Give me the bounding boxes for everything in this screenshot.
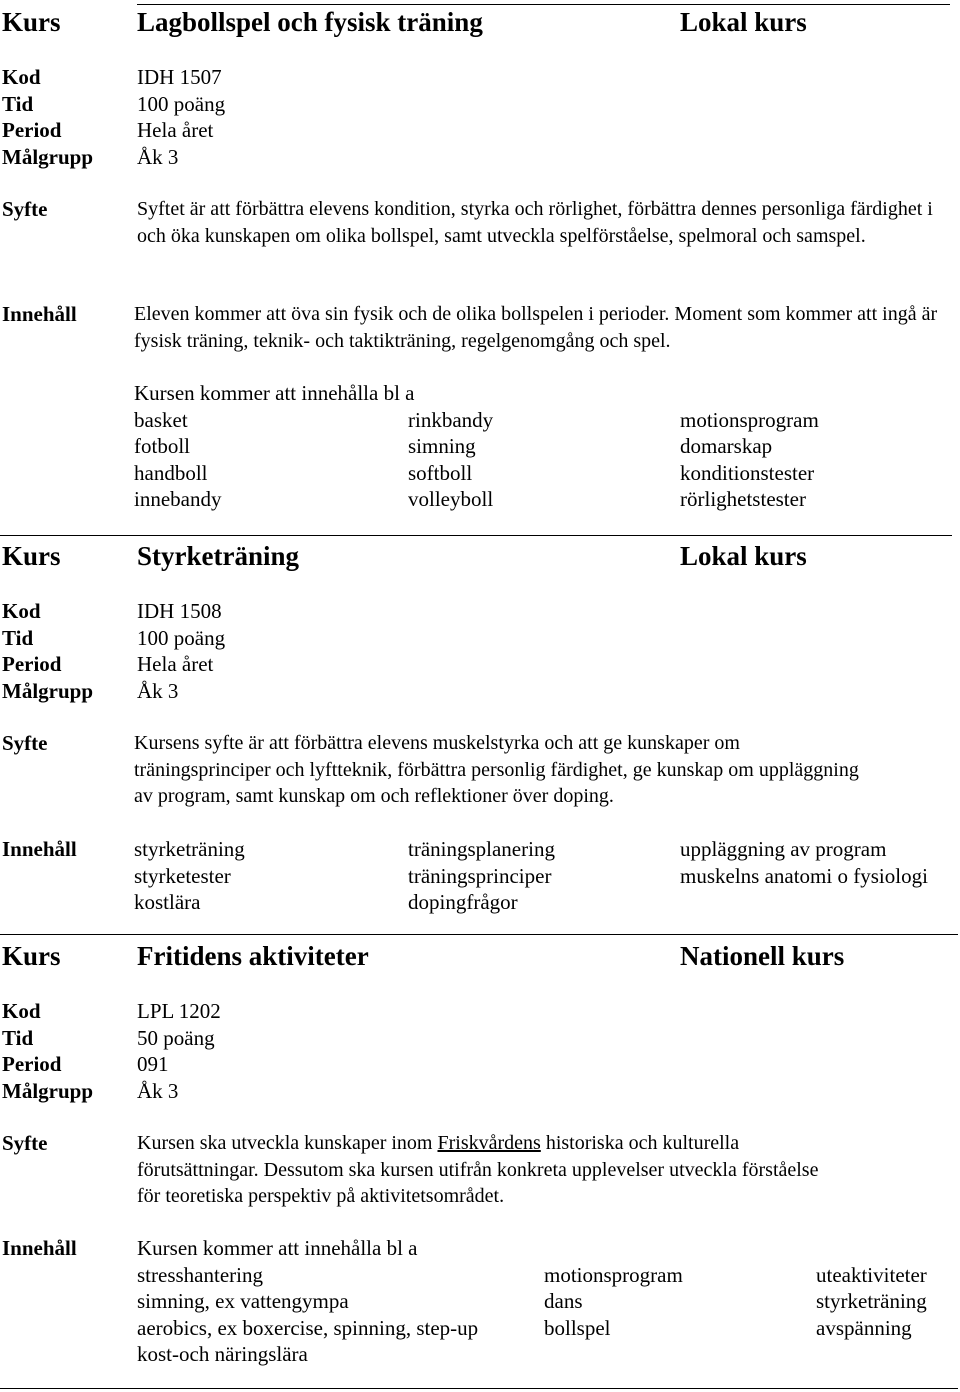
list-intro: Kursen kommer att innehålla bl a	[134, 381, 415, 405]
malgrupp-value: Åk 3	[137, 1078, 179, 1103]
kod-label: Kod	[2, 599, 41, 623]
list-item: träningsplanering	[408, 837, 555, 861]
kod-label: Kod	[2, 65, 41, 89]
malgrupp-label: Målgrupp	[2, 144, 94, 169]
malgrupp-label: Målgrupp	[2, 678, 94, 703]
tid-value: 100 poäng	[137, 625, 226, 650]
syfte-text	[137, 1130, 837, 1210]
list-item: styrketräning	[134, 837, 245, 861]
period-value: 091	[137, 1052, 169, 1076]
list-intro: Kursen kommer att innehålla bl a	[137, 1236, 418, 1260]
list-item: uppläggning av program	[680, 837, 887, 861]
course-heading-label: Kurs	[2, 7, 61, 37]
syfte-text: Syftet är att förbättra elevens kondition, styrka och rörlighet, förbättra dennes personliga färdighet i och öka kunskapen om olika bollspel, samt utveckla spelförståelse, spelmoral och samspel.	[137, 198, 933, 247]
list-item: styrketräning	[816, 1289, 927, 1313]
section-divider	[0, 934, 958, 935]
period-label: Period	[2, 652, 62, 676]
course-title: Fritidens aktiviteter	[137, 941, 369, 971]
innehall-label: Innehåll	[2, 302, 77, 326]
tid-value: 50 poäng	[137, 1025, 215, 1050]
syfte-text: Kursens syfte är att förbättra elevens muskelstyrka och att ge kunskaper om träningsprinciper och lyftteknik, förbättra personlig färdighet, ge kunskap om uppläggning av program, samt kunskap om och reflektioner över doping.	[134, 732, 859, 807]
list-item: rörlighetstester	[680, 487, 806, 511]
list-item: konditionstester	[680, 460, 815, 485]
list-item: bollspel	[544, 1315, 611, 1340]
kod-label: Kod	[2, 999, 41, 1023]
list-item: styrketester	[134, 863, 231, 888]
course-heading-label: Kurs	[2, 941, 61, 971]
tid-label: Tid	[2, 625, 34, 650]
list-item: simning	[408, 434, 476, 458]
kod-value: IDH 1507	[137, 65, 222, 89]
kod-value: IDH 1508	[137, 599, 222, 623]
list-item: träningsprinciper	[408, 863, 552, 888]
list-item: stresshantering	[137, 1262, 263, 1287]
course-title: Lagbollspel och fysisk träning	[137, 7, 483, 37]
list-item: muskelns anatomi o fysiologi	[680, 863, 928, 888]
course-heading-label: Kurs	[2, 541, 61, 571]
list-item: motionsprogram	[680, 407, 819, 432]
syfte-text-part: Kursen ska utveckla kunskaper inom	[137, 1132, 438, 1154]
course-title: Styrketräning	[137, 541, 299, 571]
friskvard-link[interactable]: Friskvårdens	[437, 1132, 541, 1154]
period-label: Period	[2, 118, 62, 142]
innehall-label: Innehåll	[2, 1236, 77, 1260]
list-item: motionsprogram	[544, 1262, 683, 1287]
list-item: uteaktiviteter	[816, 1262, 927, 1287]
syfte-text-part: historiska och kulturella förutsättningar. Dessutom ska kursen utifrån konkreta upplevelser utveckla förståelse för teoretiska perspektiv på aktivitetsområdet.	[137, 1132, 819, 1207]
list-item: dans	[544, 1289, 583, 1313]
list-item: domarskap	[680, 434, 773, 458]
innehall-text: Eleven kommer att öva sin fysik och de olika bollspelen i perioder. Moment som kommer att ingå är fysisk träning, teknik- och taktikträning, regelgenomgång och spel.	[134, 303, 938, 352]
list-item: fotboll	[134, 434, 190, 458]
list-item: innebandy	[134, 487, 222, 511]
list-item: avspänning	[816, 1315, 912, 1340]
tid-label: Tid	[2, 91, 34, 116]
list-item: basket	[134, 407, 188, 432]
list-item: dopingfrågor	[408, 890, 518, 914]
malgrupp-value: Åk 3	[137, 678, 179, 703]
list-item: aerobics, ex boxercise, spinning, step-up	[137, 1315, 479, 1340]
list-item: softboll	[408, 460, 473, 485]
list-item: volleyboll	[408, 487, 494, 511]
malgrupp-value: Åk 3	[137, 144, 179, 169]
kod-value: LPL 1202	[137, 999, 221, 1023]
malgrupp-label: Målgrupp	[2, 1078, 94, 1103]
innehall-label: Innehåll	[2, 837, 77, 861]
bottom-rule	[0, 1388, 958, 1389]
period-value: Hela året	[137, 118, 214, 142]
top-rule	[137, 4, 950, 5]
section-divider	[0, 535, 952, 536]
list-item: simning, ex vattengympa	[137, 1289, 349, 1313]
period-value: Hela året	[137, 652, 214, 676]
tid-label: Tid	[2, 1025, 34, 1050]
syfte-label: Syfte	[2, 731, 48, 755]
course-type: Nationell kurs	[680, 941, 845, 971]
tid-value: 100 poäng	[137, 91, 226, 116]
list-item: handboll	[134, 460, 208, 485]
syfte-label: Syfte	[2, 197, 48, 221]
period-label: Period	[2, 1052, 62, 1076]
list-item: rinkbandy	[408, 407, 494, 432]
course-type: Lokal kurs	[680, 7, 807, 37]
course-type: Lokal kurs	[680, 541, 807, 571]
syfte-label: Syfte	[2, 1131, 48, 1155]
list-item: kost-och näringslära	[137, 1342, 308, 1366]
list-item: kostlära	[134, 890, 201, 914]
